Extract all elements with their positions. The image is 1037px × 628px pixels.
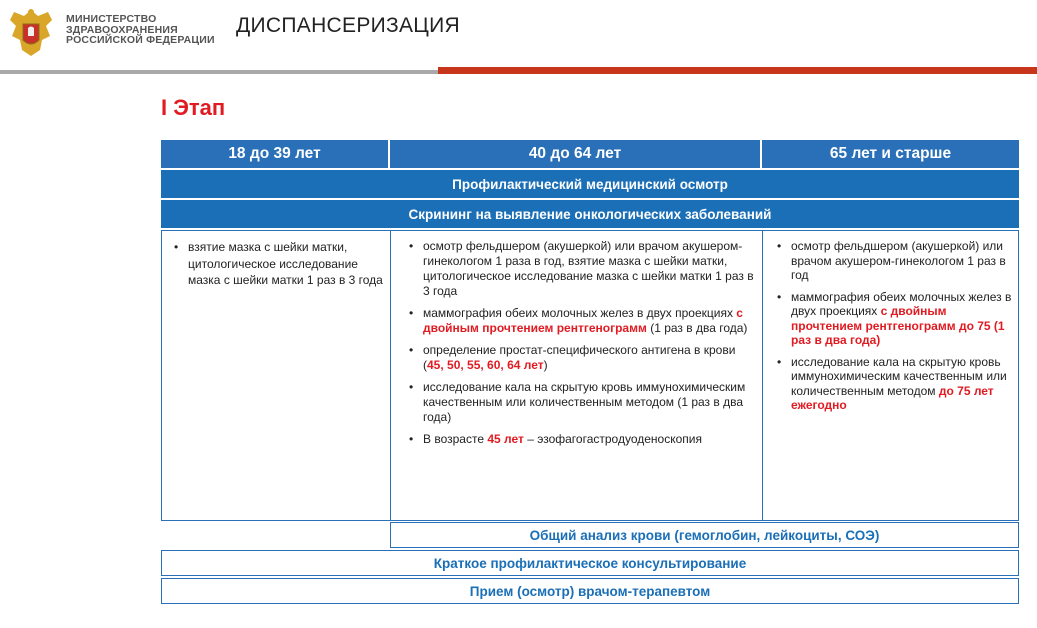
item-text: В возрасте (423, 432, 488, 446)
list-item (791, 290, 1012, 348)
list-item (791, 239, 1012, 283)
item-text: определение простат-специфического антигена в крови ( (423, 343, 736, 372)
list-item (423, 239, 756, 299)
column-header-18-39: 18 до 39 лет (161, 140, 390, 168)
item-text: – эзофагогастродуоденоскопия (523, 432, 702, 446)
stage-title: I Этап (161, 95, 226, 120)
item-text: исследование кала на скрытую кровь иммунохимическим качественным или количественным методом (791, 354, 1007, 398)
band-oncology-screening: Скрининг на выявление онкологических заболеваний (161, 198, 1019, 228)
item-text: исследование кала на скрытую кровь иммунохимическим качественным или количественным методом (1 раз в два года) (423, 380, 746, 424)
column-header-65-plus: 65 лет и старше (762, 140, 1019, 168)
highlight-text: с двойным прочтением рентгенограмм (423, 306, 743, 335)
item-text: маммография обеих молочных желез в двух проекциях (423, 306, 737, 320)
screening-table (161, 140, 1019, 599)
list-item (423, 380, 756, 425)
band-prophylactic-exam: Профилактический медицинский осмотр (161, 168, 1019, 198)
highlight-text: 45, 50, 55, 60, 64 лет (427, 358, 544, 372)
cell-40-64 (390, 230, 762, 521)
header-accent-bar (438, 67, 1037, 74)
list-item (423, 432, 756, 447)
ministry-name (66, 14, 215, 46)
ministry-line-3: РОССИЙСКОЙ ФЕДЕРАЦИИ (66, 34, 215, 46)
list-item (423, 343, 756, 373)
ministry-line-1: МИНИСТЕРСТВО (66, 13, 157, 25)
list-item (423, 306, 756, 336)
page-title: ДИСПАНСЕРИЗАЦИЯ (236, 14, 461, 37)
list-item: • взятие мазка с шейки матки, цитологическое исследование мазка с шейки матки 1 раз в 3 года (188, 239, 384, 289)
cell-65-plus (762, 230, 1019, 521)
coat-of-arms-icon (6, 6, 56, 60)
row-consultation: Краткое профилактическое консультирование (161, 550, 1019, 576)
item-text: маммография обеих молочных желез в двух проекциях (791, 289, 1012, 318)
list-item (791, 355, 1012, 413)
highlight-text: до 75 лет ежегодно (791, 383, 994, 412)
highlight-text: с двойным прочтением рентгенограмм до 75 (1 раз в два года) (791, 304, 1005, 347)
screening-body-row (161, 228, 1019, 521)
column-header-40-64: 40 до 64 лет (390, 140, 762, 168)
item-text: ) (543, 358, 548, 372)
slide-header (0, 0, 1037, 78)
item-text: осмотр фельдшером (акушеркой) или врачом акушером-гинекологом 1 раз в год (791, 239, 1006, 282)
ministry-line-2: ЗДРАВООХРАНЕНИЯ (66, 23, 178, 36)
item-text: (1 раз в два года) (646, 321, 748, 335)
row-therapist-exam: Прием (осмотр) врачом-терапевтом (161, 578, 1019, 604)
row-blood-test: Общий анализ крови (гемоглобин, лейкоциты, СОЭ) (390, 522, 1019, 548)
cell-18-39 (161, 230, 390, 521)
age-header-row (161, 140, 1019, 168)
highlight-text: 45 лет (487, 432, 524, 446)
item-text: осмотр фельдшером (акушеркой) или врачом акушером-гинекологом 1 раза в год, взятие мазка с шейки матки, цитологическое исследование мазка с шейки матки 1 раз в 3 года (423, 239, 754, 298)
